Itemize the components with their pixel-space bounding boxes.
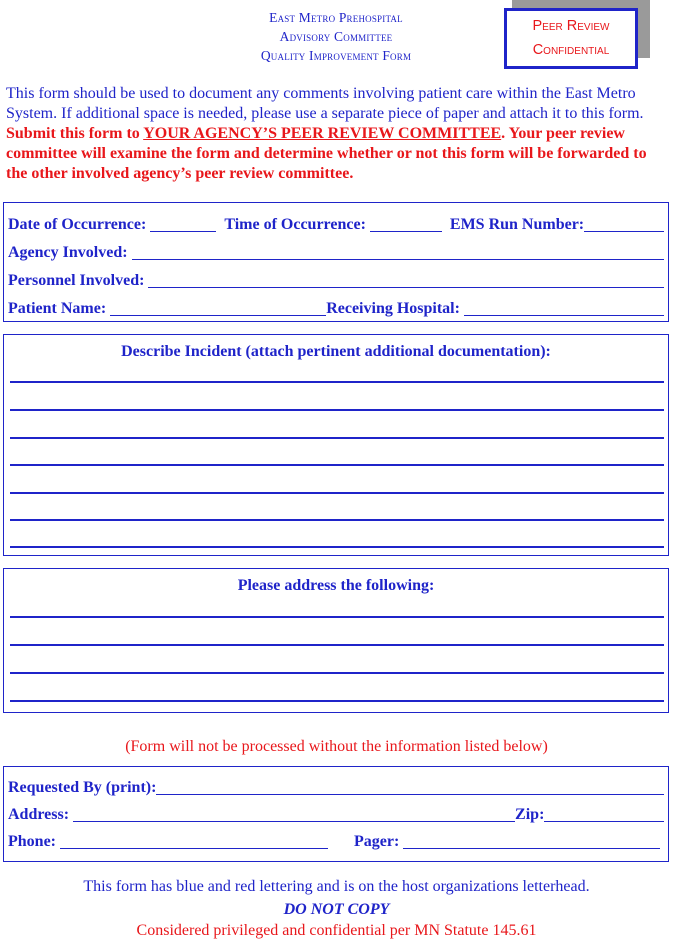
incident-line-7[interactable] [10, 546, 664, 548]
occurrence-row-3 [8, 271, 664, 291]
incident-line-3[interactable] [10, 437, 664, 439]
run-number-field[interactable] [584, 216, 664, 232]
incident-section [3, 334, 669, 556]
stamp-line-2: Confidential [532, 42, 610, 58]
requester-row-3 [8, 832, 664, 852]
address-following-line-4[interactable] [10, 700, 664, 702]
incident-title: Describe Incident (attach pertinent additional documentation): [121, 343, 551, 360]
processing-note: (Form will not be processed without the information listed below) [125, 738, 548, 755]
time-field[interactable] [370, 216, 442, 232]
intro-submit-text: Submit this form to [6, 125, 144, 142]
address-following-line-1[interactable] [10, 616, 664, 618]
pager-label: Pager: [354, 833, 400, 850]
intro-committee-text: YOUR AGENCY’S PEER REVIEW COMMITTEE [143, 125, 502, 142]
zip-label: Zip: [515, 806, 545, 823]
time-label: Time of Occurrence: [224, 216, 366, 233]
footer-lettering-note: This form has blue and red lettering and is on the host organizations letterhead. [83, 878, 590, 895]
requester-row-1 [8, 778, 664, 798]
incident-line-6[interactable] [10, 519, 664, 521]
requester-section [3, 766, 669, 862]
header-line-3: Quality Improvement Form [260, 48, 412, 63]
phone-field[interactable] [60, 833, 328, 849]
address-field[interactable] [73, 806, 515, 822]
phone-label: Phone: [8, 833, 56, 850]
incident-line-5[interactable] [10, 492, 664, 494]
confidentiality-statement: Considered privileged and confidential per MN Statute 145.61 [136, 922, 537, 939]
patient-name-field[interactable] [110, 300, 326, 316]
stamp-line-1: Peer Review [532, 18, 610, 34]
intro-review-text: . Your peer review committee will examine the form and determine whether or not this form will be forwarded to the other involved agency’s peer review committee. [6, 125, 647, 182]
agency-field[interactable] [132, 244, 664, 260]
date-label: Date of Occurrence: [8, 216, 147, 233]
incident-line-1[interactable] [10, 381, 664, 383]
address-following-title: Please address the following: [237, 577, 435, 594]
address-following-line-2[interactable] [10, 644, 664, 646]
occurrence-row-2 [8, 243, 664, 263]
personnel-label: Personnel Involved: [8, 272, 145, 289]
incident-line-2[interactable] [10, 409, 664, 411]
address-following-line-3[interactable] [10, 672, 664, 674]
do-not-copy: DO NOT COPY [283, 901, 390, 918]
zip-field[interactable] [544, 806, 664, 822]
requested-by-label: Requested By (print): [8, 779, 157, 796]
incident-line-4[interactable] [10, 464, 664, 466]
intro-text: This form should be used to document any comments involving patient care within the East Metro System. If additional space is needed, please use a separate piece of paper and attach it to this form. [6, 85, 644, 122]
run-number-label: EMS Run Number: [449, 216, 585, 233]
address-following-section [3, 568, 669, 713]
occurrence-row-4 [8, 299, 664, 319]
requester-row-2 [8, 805, 664, 825]
address-label: Address: [8, 806, 70, 823]
intro-paragraph [6, 84, 670, 184]
date-field[interactable] [150, 216, 216, 232]
patient-name-label: Patient Name: [8, 300, 107, 317]
agency-label: Agency Involved: [8, 244, 128, 261]
form-header [200, 8, 472, 65]
header-line-2: Advisory Committee [279, 29, 393, 44]
header-line-1: East Metro Prehospital [269, 10, 403, 25]
receiving-hospital-field[interactable] [464, 300, 664, 316]
peer-review-stamp [504, 8, 638, 69]
pager-field[interactable] [403, 833, 660, 849]
receiving-hospital-label: Receiving Hospital: [326, 300, 460, 317]
requested-by-field[interactable] [156, 779, 664, 795]
personnel-field[interactable] [148, 272, 664, 288]
occurrence-row-1 [8, 215, 664, 235]
occurrence-section [3, 202, 669, 322]
